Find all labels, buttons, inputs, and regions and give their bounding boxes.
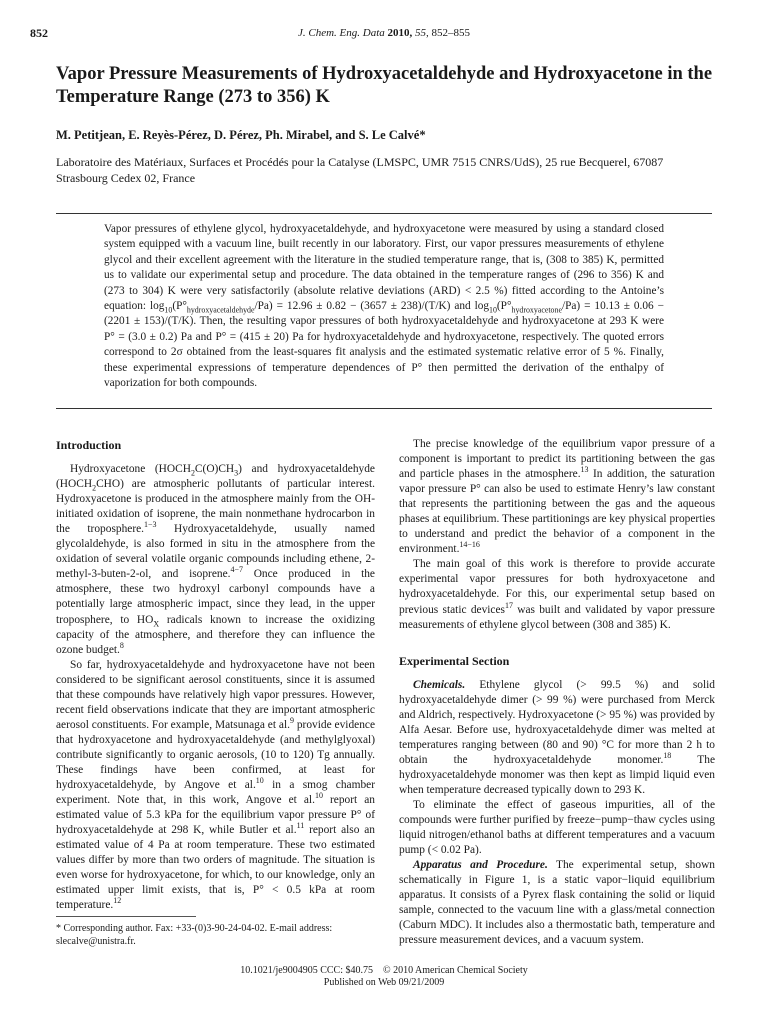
paragraph: So far, hydroxyacetaldehyde and hydroxyacetone have not been considered to be significant aerosol constituents, since it is assumed that these compounds have relatively high vapor pressures. However, recent field observations indicate that they are important atmospheric aerosol constituents. For example, Matsunaga et al.$^9$ provide evidence that hydroxyacetone and hydroxyacetaldehyde (and methylglyoxal) contribute significantly to organic aerosols, (10 to 120) Tg annually. These findings have been confirmed, at least for hydroxyacetaldehyde, by Angove et al.$^{10}$ in a smog chamber experiment. Note that, in this work, Angove et al.$^{10}$ report an estimated value of 5.3 kPa for the equilibrium vapor pressure P° of hydroxyacetaldehyde at 298 K, while Butler et al.$^{11}$ report also an estimated value of 4 Pa at room temperature. These two estimated values differ by more than two orders of magnitude. The situation is even worse for hydroxyacetone, for which, to our knowledge, only an estimated upper limit exists, that is, P° < 0.5 kPa at room temperature.$^{12}$ — [56, 658, 376, 912]
footnote-corresponding-author: * Corresponding author. Fax: +33-(0)3-90-24-04-02. E-mail address: slecalve@unistra.fr. — [56, 923, 333, 947]
page-number: 852 — [30, 26, 48, 40]
right-column — [399, 437, 715, 949]
author-list: M. Petitjean, E. Reyès-Pérez, D. Pérez, Ph. Mirabel, and S. Le Calvé* — [56, 128, 426, 142]
section-heading-introduction: Introduction — [56, 438, 122, 452]
journal-name: J. Chem. Eng. Data — [297, 27, 385, 39]
run-in-heading-chemicals: Chemicals. — [413, 678, 466, 691]
abstract-top-rule — [56, 213, 712, 214]
doi-copyright-line: 10.1021/je9004905 CCC: $40.75 © 2010 American Chemical Society — [240, 965, 528, 976]
journal-volume: 55, — [415, 27, 429, 39]
article-title: Vapor Pressure Measurements of Hydroxyacetaldehyde and Hydroxyacetone in the Temperature Range (273 to 356) K — [56, 64, 713, 107]
abstract-text: Vapor pressures of ethylene glycol, hydroxyacetaldehyde, and hydroxyacetone were measured by using a standard closed system equipped with a vacuum line, built recently in our laboratory. First, our vapor pressures measurements of ethylene glycol and their excellent agreement with the literature in the studied temperature range, that is, (308 to 385) K, permitted us to validate our experimental setup and procedure. The data obtained in the temperature ranges of (296 to 356) K and (273 to 304) K were very satisfactorily (absolute relative deviations (ARD) < 2.5 %) fitted according to the Antoine’s equation: $\log_{10}(P^\circ_{hydroxyacetaldehyde}/Pa) = 12.96 \pm 0.82 - (3657 \pm 238)/(T/K)$ and $\log_{10}(P^\circ_{hydroxyacetone}/Pa) = 10.13 \pm 0.06 - (2201 \pm 153)/(T/K)$. Then, the resulting vapor pressures of both hydroxyacetaldehyde and hydroxyacetone at 293 K were P° = (3.0 ± 0.2) Pa and P° = (415 ± 20) Pa for hydroxyacetaldehyde and hydroxyacetone, respectively. The quoted errors correspond to 2σ obtained from the least-squares fit analysis and the estimated systematic relative error of 5 %. Finally, these experimental expressions of temperature dependences of P° then permitted the derivation of the enthalpy of vaporization for both compounds. — [104, 223, 664, 390]
affiliation: Laboratoire des Matériaux, Surfaces et Procédés pour la Catalyse (LMSPC, UMR 7515 CNRS/UdS), 25 rue Becquerel, 67087 Strasbourg Cedex 02, France — [56, 155, 664, 185]
page-footer — [0, 965, 768, 989]
abstract — [104, 222, 664, 391]
paragraph: The precise knowledge of the equilibrium vapor pressure of a component is important to predict its partitioning between the gas and particle phases in the atmosphere.$^{13}$ In addition, the saturation vapor pressure P° can also be used to estimate Henry’s law constant that represents the partitioning between the gas and the aqueous phases at equilibrium. These partitionings are key physical properties to understand and predict the behavior of a component in the environment.$^{14-16}$ — [399, 438, 715, 556]
journal-citation — [0, 27, 768, 39]
paragraph: Hydroxyacetone $(HOCH_2C(O)CH_3)$ and hydroxyacetaldehyde $(HOCH_2CHO)$ are atmospheric pollutants of particular interest. Hydroxyacetone is produced in the atmosphere mainly from the OH-initiated oxidation of isoprene, the main nonmethane hydrocarbon in the troposphere.$^{1-3}$ Hydroxyacetaldehyde, usually named glycolaldehyde, is also formed in situ in the atmosphere from the oxidation of several volatile organic compounds including ethene, 2-methyl-3-buten-2-ol, and isoprene.$^{4-7}$ Once produced in the atmosphere, these two hydroxyl carbonyl compounds have a potentially large atmospheric impact, since they lead, in the upper troposphere, to $HO_X$ radicals known to increase the oxidizing capacity of the atmosphere, and therefore they can influence the ozone budget.$^8$ — [56, 463, 375, 656]
paragraph: To eliminate the effect of gaseous impurities, all of the compounds were further purified by freeze−pump−thaw cycles using liquid nitrogen/ethanol baths at different temperatures and a vacuum pump (< 0.02 Pa). — [399, 799, 715, 857]
footnote-rule — [56, 916, 196, 917]
publication-date-line: Published on Web 09/21/2009 — [323, 977, 445, 988]
abstract-bottom-rule — [56, 408, 712, 409]
left-column — [56, 438, 375, 913]
journal-pages: 852–855 — [431, 27, 470, 39]
paragraph: The main goal of this work is therefore to provide accurate experimental vapor pressures for both hydroxyacetone and hydroxyacetaldehyde. For this, our experimental setup based on previous static devices$^{17}$ was built and validated by vapor pressure measurements of ethylene glycol between (308 and 385) K. — [399, 558, 715, 631]
paragraph: Apparatus and Procedure. The experimental setup, shown schematically in Figure 1, is a static vapor−liquid equilibrium apparatus. It consists of a Pyrex flask containing the solid or liquid sample, connected to the vacuum line with a glass/metal connection (Caburn MDC). It includes also a thermostatic bath, temperature and pressure measurement devices, and a vacuum system. — [399, 859, 715, 947]
run-in-heading-apparatus: Apparatus and Procedure. — [413, 859, 548, 872]
section-heading-experimental: Experimental Section — [399, 653, 510, 668]
journal-year: 2010, — [387, 27, 413, 39]
paragraph: Chemicals. Ethylene glycol (> 99.5 %) and solid hydroxyacetaldehyde dimer (> 99 %) were purchased from Merck and Aldrich, respectively. Hydroxyacetone (> 95 %) was provided by Alfa Aesar. Before use, hydroxyacetaldehyde dimer was melted at temperatures ranging between (80 and 90) °C for more than 2 h to obtain the hydroxyacetaldehyde monomer.$^{18}$ The hydroxyacetaldehyde monomer was then kept as limpid liquid even when temperature decreased typically down to 293 K. — [399, 678, 715, 796]
